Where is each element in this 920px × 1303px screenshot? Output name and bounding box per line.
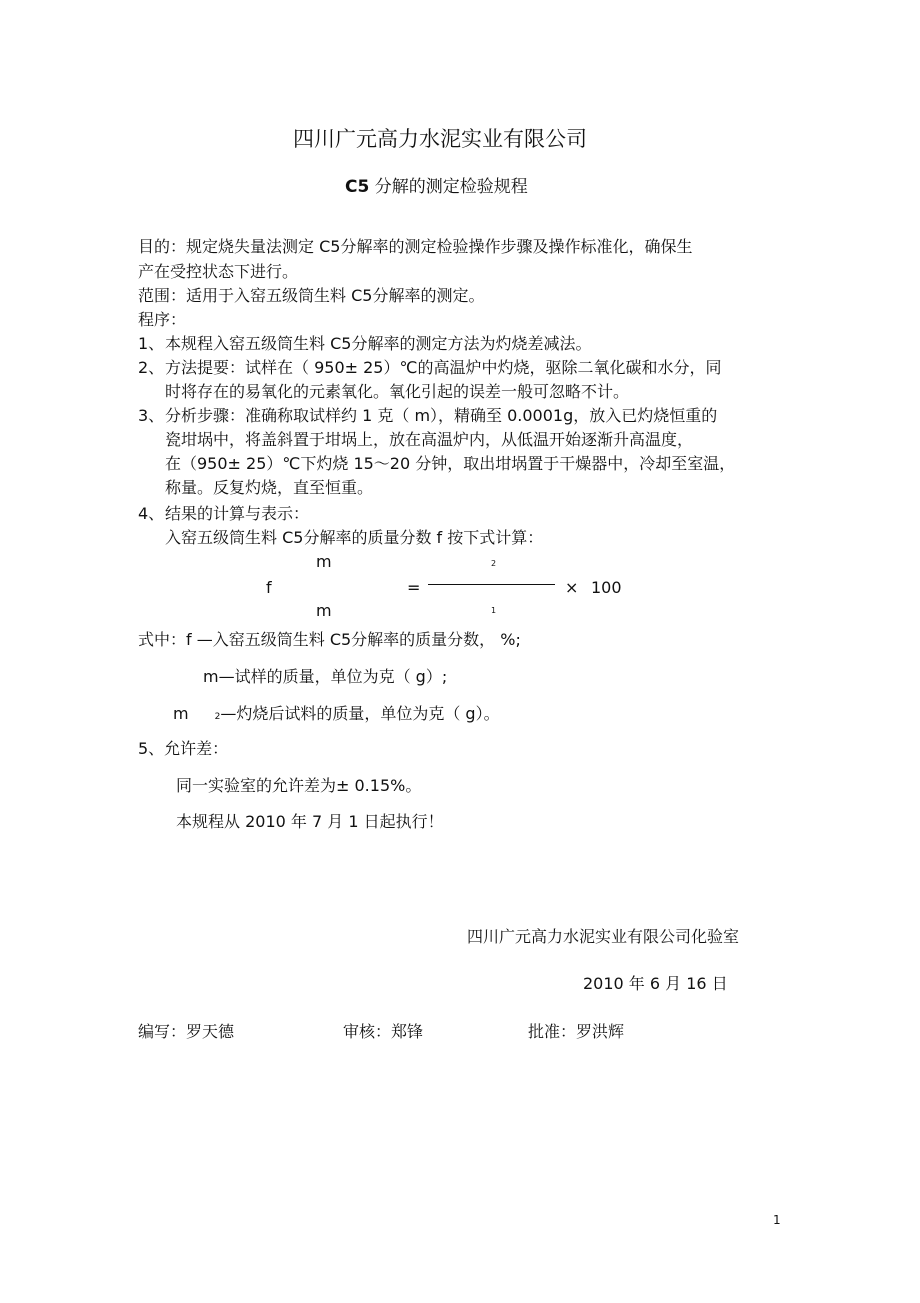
approver: 批准：罗洪辉 [528,1022,625,1041]
purpose-label: 目的： [138,237,187,256]
step-2-line-2: 时将存在的易氧化的元素氧化。氧化引起的误差一般可忽略不计。 [165,382,630,401]
document-title-text: 分解的测定检验规程 [374,177,528,197]
scope-line [138,286,484,306]
step-3-line-4: 称量。反复灼烧，直至恒重。 [165,478,374,497]
where-m-definition: m—试样的质量，单位为克（ g）; [203,667,448,686]
step-5-label: 5、允许差： [138,739,229,758]
where-f-definition: f —入窑五级筒生料 C5分解率的质量分数， %; [186,630,521,649]
page-number: 1 [773,1213,781,1227]
step-4-line-1: 结果的计算与表示： [165,504,310,523]
purpose-line-1 [138,237,692,257]
where-m2-line [173,704,500,727]
formula-subscript-1: 1 [491,606,497,615]
purpose-text-1: 规定烧失量法测定 C5分解率的测定检验操作步骤及操作标准化，确保生 [186,237,693,256]
where-line [138,630,521,650]
where-m2-subscript: 2 [214,712,221,722]
reviewer: 审核：郑锋 [343,1022,424,1041]
effective-date-text: 本规程从 2010 年 7 月 1 日起执行！ [176,812,444,831]
formula-hundred: 100 [591,578,622,597]
formula-subscript-2: 2 [491,559,497,568]
company-title: 四川广元高力水泥实业有限公司 [293,127,587,151]
signature-organization: 四川广元高力水泥实业有限公司化验室 [467,927,740,946]
where-m2-symbol: m [173,704,189,723]
step-3-number: 3、 [138,406,165,425]
procedure-label: 程序： [138,310,187,329]
step-4-line-2: 入窑五级筒生料 C5分解率的质量分数 f 按下式计算： [165,528,544,547]
step-3-line-1: 分析步骤：准确称取试样约 1 克（ m），精确至 0.0001g，放入已灼烧恒重的 [165,406,718,425]
scope-label: 范围： [138,286,187,305]
step-3-line-2: 瓷坩埚中，将盖斜置于坩埚上，放在高温炉内，从低温开始逐渐升高温度， [165,430,694,449]
document-title-code: C5 [345,177,370,197]
formula-m-bottom: m [316,601,332,620]
step-3-line-3: 在（950± 25）℃下灼烧 15～20 分钟，取出坩埚置于干燥器中，冷却至室温， [165,454,736,473]
step-1-number: 1、 [138,334,165,353]
step-2-line-1: 方法提要：试样在（ 950± 25）℃的高温炉中灼烧，驱除二氧化碳和水分，同 [165,358,722,377]
tolerance-text: 同一实验室的允许差为± 0.15%。 [176,776,422,795]
where-label: 式中： [138,630,187,649]
author: 编写：罗天德 [138,1022,235,1041]
step-1-line-1: 本规程入窑五级筒生料 C5分解率的测定方法为灼烧差减法。 [165,334,592,353]
document-title [345,176,528,198]
fraction-bar [428,584,555,585]
formula-times: × [565,578,579,597]
step-4-number: 4、 [138,504,165,523]
where-m2-definition: —灼烧后试料的质量，单位为克（ g）。 [220,704,500,723]
formula-m-top: m [316,552,332,571]
purpose-line-2: 产在受控状态下进行。 [138,262,299,281]
signature-date: 2010 年 6 月 16 日 [583,974,728,993]
scope-text: 适用于入窑五级筒生料 C5分解率的测定。 [186,286,485,305]
step-2-number: 2、 [138,358,165,377]
formula-equals: = [407,578,421,597]
formula-f: f [266,578,272,597]
